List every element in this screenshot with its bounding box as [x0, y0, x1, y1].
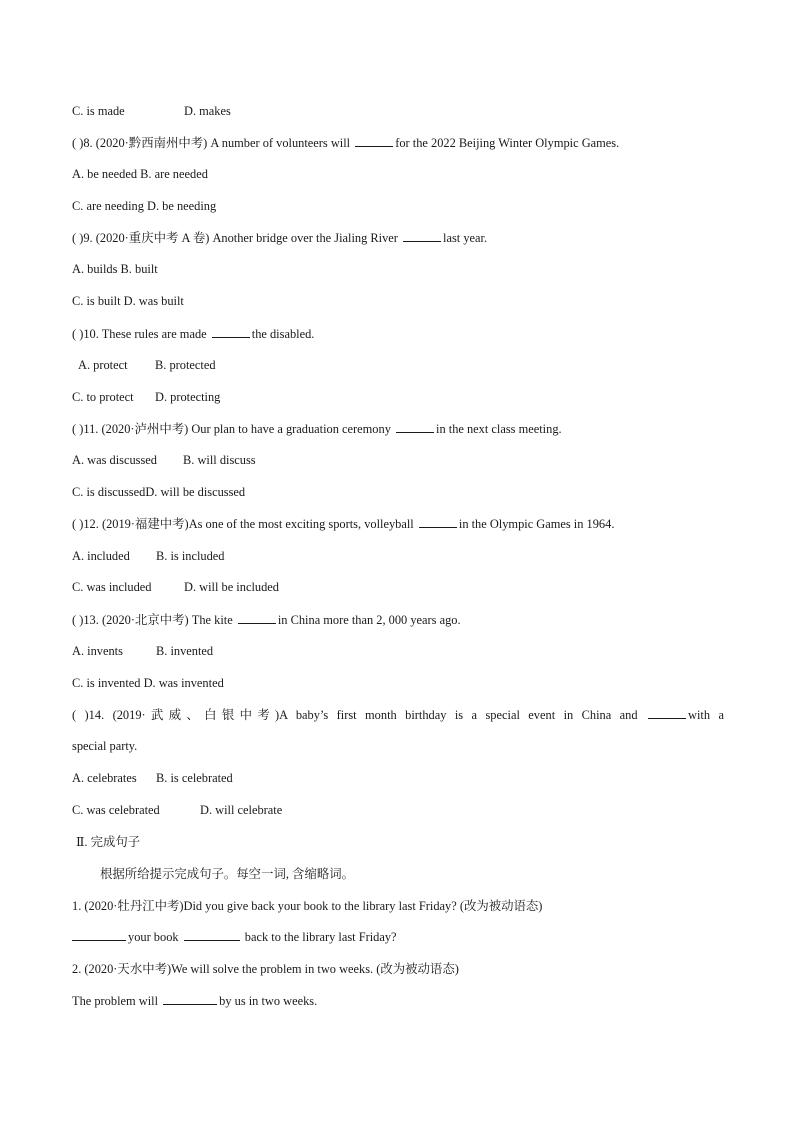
sentence-1-blank-1[interactable] — [72, 929, 126, 941]
q11-option-a: A. was discussed — [72, 453, 158, 467]
q10-answer-blank[interactable] — [212, 326, 250, 338]
q12-option-b: B. is included — [156, 549, 225, 563]
q12-options-cd — [72, 579, 724, 595]
section-instruction: 根据所给提示完成句子。每空一词, 含缩略词。 — [100, 867, 355, 881]
q13-stem — [72, 612, 724, 628]
q13-option-a: A. invents — [72, 644, 123, 658]
sentence-1-blank-2[interactable] — [184, 929, 240, 941]
q8-options-cd: C. are needing D. be needing — [72, 199, 217, 213]
q14-option-c: C. was celebrated — [72, 803, 160, 817]
q14-options-cd — [72, 802, 724, 818]
q8-stem — [72, 135, 724, 151]
q12-answer-blank[interactable] — [419, 516, 457, 528]
q7-option-c: C. is made — [72, 104, 125, 118]
q11-option-b: B. will discuss — [183, 453, 256, 467]
q10-number: ( )10. — [72, 327, 99, 341]
q8-source: (2020·黔西南州中考) — [95, 136, 208, 150]
q10-option-d: D. protecting — [155, 390, 221, 404]
q10-options-cd — [72, 389, 724, 405]
q13-text-pre: The kite — [191, 613, 233, 627]
q12-number: ( )12. — [72, 517, 99, 531]
q11-text-pre: Our plan to have a graduation ceremony — [191, 422, 391, 436]
q12-option-d: D. will be included — [184, 580, 279, 594]
section-heading: Ⅱ. 完成句子 — [76, 835, 141, 849]
q8-text-pre: A number of volunteers will — [210, 136, 351, 150]
q13-answer-blank[interactable] — [238, 612, 276, 624]
q13-options-cd: C. is invented D. was invented — [72, 676, 224, 690]
q10-option-c: C. to protect — [72, 390, 134, 404]
q14-option-a: A. celebrates — [72, 771, 137, 785]
q10-option-b: B. protected — [155, 358, 216, 372]
q10-text-pre: These rules are made — [101, 327, 207, 341]
sentence-2-text-pre: The problem will — [72, 994, 159, 1008]
sentence-2-answer-line — [72, 993, 724, 1009]
q13-text-post: in China more than 2, 000 years ago. — [277, 613, 461, 627]
q11-answer-blank[interactable] — [396, 421, 434, 433]
q13-number: ( )13. — [72, 613, 99, 627]
q14-option-d: D. will celebrate — [200, 803, 283, 817]
q12-option-a: A. included — [72, 549, 130, 563]
q11-text-post: in the next class meeting. — [436, 422, 562, 436]
q12-text-pre: As one of the most exciting sports, volleyball — [188, 517, 414, 531]
q14-stem-continued: special party. — [72, 739, 138, 753]
q9-options-ab: A. builds B. built — [72, 262, 158, 276]
q9-text-post: last year. — [443, 231, 488, 245]
q12-option-c: C. was included — [72, 580, 152, 594]
q13-options-ab — [72, 643, 724, 659]
q14-option-b: B. is celebrated — [156, 771, 233, 785]
q8-options-ab: A. be needed B. are needed — [72, 167, 208, 181]
q14-text-pre: A baby’s first month birthday is a special event in China and — [279, 708, 638, 722]
q14-number: ( )14. — [72, 708, 105, 722]
q11-options-ab — [72, 452, 724, 468]
q9-answer-blank[interactable] — [403, 230, 441, 242]
q8-text-post: for the 2022 Beijing Winter Olympic Games. — [395, 136, 620, 150]
sentence-1-text-mid: your book — [128, 930, 179, 944]
q12-text-post: in the Olympic Games in 1964. — [458, 517, 615, 531]
sentence-2-text-post: by us in two weeks. — [219, 994, 318, 1008]
q14-source: (2019·武威、白银中考) — [112, 708, 280, 722]
q8-answer-blank[interactable] — [355, 135, 393, 147]
q10-options-ab — [78, 357, 730, 373]
q9-stem — [72, 230, 724, 246]
q11-number: ( )11. — [72, 422, 99, 436]
q10-text-post: the disabled. — [251, 327, 315, 341]
sentence-2-prompt: 2. (2020·天水中考)We will solve the problem in two weeks. (改为被动语态) — [72, 962, 459, 976]
sentence-1-text-post: back to the library last Friday? — [241, 930, 397, 944]
q9-source: (2020·重庆中考 A 卷) — [95, 231, 210, 245]
sentence-1-prompt: 1. (2020·牡丹江中考)Did you give back your book to the library last Friday? (改为被动语态) — [72, 899, 543, 913]
q13-source: (2020·北京中考) — [101, 613, 189, 627]
q7-option-d: D. makes — [184, 104, 231, 118]
q8-number: ( )8. — [72, 136, 93, 150]
q12-stem — [72, 516, 724, 532]
sentence-1-answer-line — [72, 929, 724, 945]
q10-option-a: A. protect — [78, 358, 128, 372]
q14-options-ab — [72, 770, 724, 786]
q11-stem — [72, 421, 724, 437]
q14-answer-blank[interactable] — [648, 707, 686, 719]
q12-source: (2019·福建中考) — [101, 517, 189, 531]
q9-options-cd: C. is built D. was built — [72, 294, 184, 308]
q13-option-b: B. invented — [156, 644, 214, 658]
q12-options-ab — [72, 548, 724, 564]
q9-number: ( )9. — [72, 231, 93, 245]
sentence-2-blank[interactable] — [163, 993, 217, 1005]
q11-options-cd: C. is discussedD. will be discussed — [72, 485, 246, 499]
q14-stem — [72, 707, 724, 723]
q11-source: (2020·泸州中考) — [101, 422, 189, 436]
q7-options-cd — [72, 103, 724, 119]
q14-text-post: with a — [688, 708, 724, 722]
q9-text-pre: Another bridge over the Jialing River — [212, 231, 398, 245]
q10-stem — [72, 326, 724, 342]
